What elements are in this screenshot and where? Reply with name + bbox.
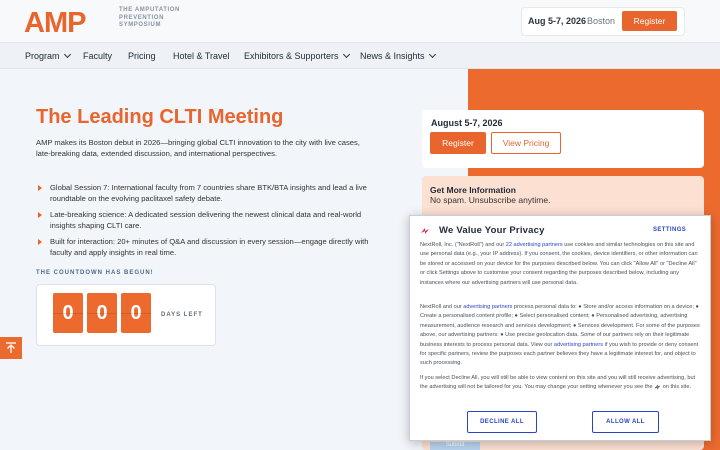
consent-text: If you select Decline All, you will still be able to view content on this site and you will still receive advertising, but the advertising will not be tailored for you. You may change your setting whenever you see the — [420, 375, 696, 391]
countdown-digit: 0 — [87, 293, 117, 333]
nav-label-faculty: Faculty — [83, 51, 113, 61]
submit-button[interactable]: Submit — [430, 442, 480, 450]
consent-paragraph-3 — [420, 374, 700, 393]
nav-label-exhibitors: Exhibitors & Supporters — [244, 51, 339, 61]
consent-text: on this site. — [661, 384, 692, 391]
partners-link[interactable]: 22 advertising partners — [505, 242, 563, 248]
consent-paragraph-2 — [420, 303, 700, 369]
chevron-down-icon — [343, 51, 350, 58]
chevron-down-icon — [428, 51, 435, 58]
list-item: Global Session 7: International faculty from 7 countries share BTK/BTA insights and lead a live roundtable on the evolving paclitaxel safety debate. — [38, 183, 378, 204]
nav-item-hotel-travel[interactable] — [173, 51, 230, 61]
list-item: Late-breaking science: A dedicated session delivering the newest clinical data and real-world insights shaping CLTI care. — [38, 210, 378, 231]
header-event-city: Boston — [587, 16, 616, 26]
nav-label-pricing: Pricing — [128, 51, 156, 61]
list-item: Built for interaction: 20+ minutes of Q&A and discussion in every session—engage directly with faculty and apply insights in real time. — [38, 237, 378, 258]
nav-label-program: Program — [25, 51, 60, 61]
nextroll-logo-icon — [420, 226, 430, 236]
days-left-label: DAYS LEFT — [161, 312, 203, 318]
consent-text: NextRoll, Inc. ("NextRoll") and our — [420, 242, 506, 248]
info-form-subtitle: No spam. Unsubscribe anytime. — [430, 195, 551, 205]
event-date: August 5-7, 2026 — [431, 118, 503, 128]
arrow-up-icon — [5, 342, 17, 354]
intro-text: AMP makes its Boston debut in 2026—bringing global CLTI innovation to the city with live cases, late-breaking data, extended discussion, and international perspectives. — [36, 138, 360, 158]
consent-text: process personal data to: ● Store and/or access information on a device; ● Create a personalised content profile; ● Select personalised content; ● Personalised advertising, advertising measurement, audience research and services development; ● Services development. For some of the purposes above, our advertising partners: ● Use precise geolocation data. Some of our partners rely on their legitimate business interests to process personal data. View our — [420, 304, 700, 348]
partners-link[interactable]: advertising partners — [463, 304, 513, 310]
logo-sub-line-1: THE AMPUTATION — [119, 7, 180, 13]
site-header — [0, 0, 720, 42]
countdown-digit: 0 — [53, 293, 83, 333]
logo-sub-line-3: SYMPOSIUM — [119, 22, 162, 28]
view-pricing-button[interactable]: View Pricing — [491, 132, 561, 154]
nav-item-pricing[interactable] — [128, 51, 156, 61]
amp-logo[interactable]: AMP — [24, 7, 86, 39]
highlights-list — [38, 183, 378, 264]
register-button[interactable]: Register — [430, 132, 486, 154]
consent-text: if you wish to provide or deny consent for specific partners, review the purposes each partner believes they have a legitimate interest for, and object to such processing. — [420, 341, 699, 367]
header-event-date: Aug 5-7, 2026 — [528, 16, 587, 26]
scroll-top-button[interactable] — [0, 337, 22, 359]
chevron-down-icon — [63, 51, 70, 58]
logo-sub-line-2: PREVENTION — [119, 14, 165, 21]
decline-all-button[interactable]: DECLINE ALL — [467, 411, 537, 433]
nav-item-exhibitors[interactable] — [244, 51, 349, 61]
countdown-heading: THE COUNTDOWN HAS BEGUN! — [36, 270, 154, 276]
consent-title: We Value Your Privacy — [439, 225, 545, 236]
consent-text: use cookies and similar technologies on this site and use personal data (e.g., your IP address). If you consent, the cookies, device identifiers, or other information can be stored or accessed on your device for the purposes described below. You can click "Allow All" or "Decline All" or click Settings above to customise your consent regarding the purposes described below, including any instances where our advertising partners will use personal data. — [420, 242, 698, 286]
consent-text: NextRoll and our — [420, 304, 464, 310]
nav-item-faculty[interactable] — [83, 51, 112, 61]
header-register-button[interactable]: Register — [622, 11, 677, 31]
nav-label-hotel: Hotel & Travel — [173, 51, 230, 61]
consent-settings-link[interactable]: SETTINGS — [653, 227, 687, 233]
nav-item-program[interactable] — [25, 51, 70, 61]
info-form-title: Get More Information — [430, 185, 516, 195]
page-title: The Leading CLTI Meeting — [36, 106, 284, 128]
main-nav — [0, 42, 720, 69]
nav-item-news[interactable] — [360, 51, 435, 61]
logo-subtitle — [119, 7, 180, 30]
allow-all-button[interactable]: ALLOW ALL — [592, 411, 659, 433]
partners-link[interactable]: advertising partners — [553, 341, 604, 348]
countdown-digit: 0 — [121, 293, 151, 333]
nav-label-news: News & Insights — [360, 51, 425, 61]
consent-paragraph-1 — [420, 241, 700, 288]
